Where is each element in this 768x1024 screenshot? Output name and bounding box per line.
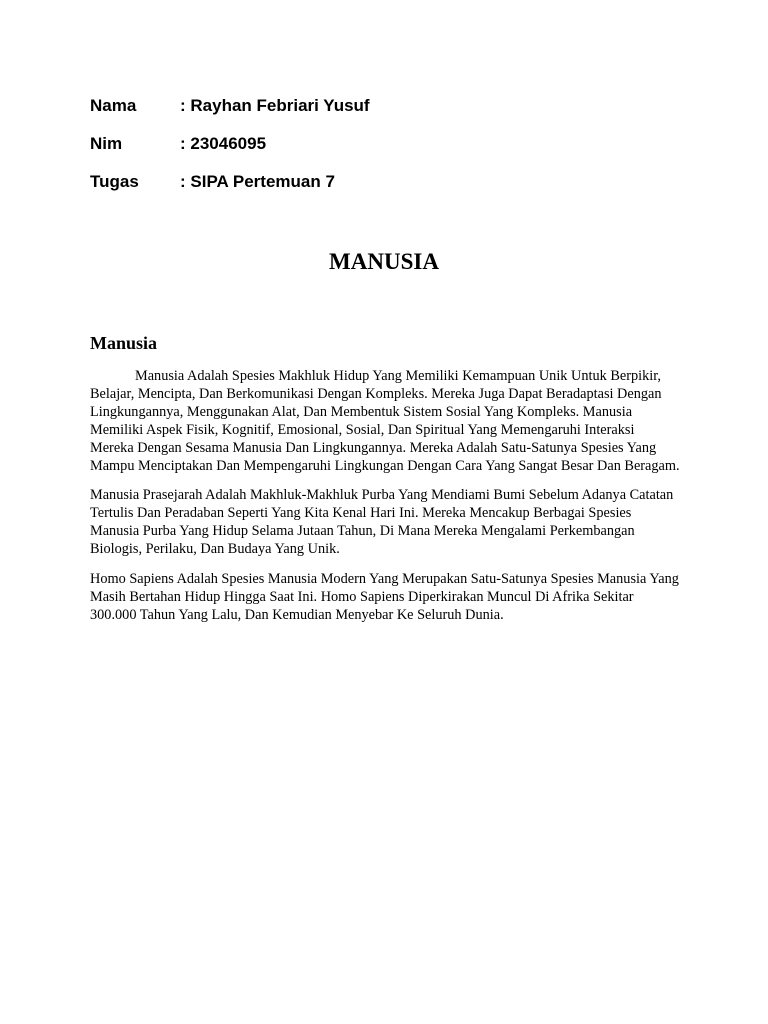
header-row-tugas (90, 169, 370, 207)
header-key-nim: Nim (90, 134, 123, 153)
student-info-header (90, 93, 370, 207)
header-value-nama: : Rayhan Febriari Yusuf (180, 96, 370, 115)
header-key-tugas: Tugas (90, 172, 139, 191)
header-row-nama (90, 93, 370, 131)
header-row-nim (90, 131, 370, 169)
section-heading: Manusia (90, 333, 158, 353)
paragraph-definition: Manusia Adalah Spesies Makhluk Hidup Yang Memiliki Kemampuan Unik Untuk Berpikir, Belajar, Mencipta, Dan Berkomunikasi Dengan Kompleks. Mereka Juga Dapat Beradaptasi Dengan Lingkungannya, Menggunakan Alat, Dan Membentuk Sistem Sosial Yang Kompleks. Manusia Memiliki Aspek Fisik, Kognitif, Emosional, Sosial, Dan Spiritual Yang Memengaruhi Interaksi Mereka Dengan Sesama Manusia Dan Lingkungannya. Mereka Adalah Satu-Satunya Spesies Yang Mampu Menciptakan Dan Mempengaruhi Lingkungan Dengan Cara Yang Sangat Besar Dan Beragam. (90, 368, 680, 474)
header-key-nama: Nama (90, 96, 137, 115)
document-title: MANUSIA (329, 249, 439, 274)
paragraph-prehistoric: Manusia Prasejarah Adalah Makhluk-Makhluk Purba Yang Mendiami Bumi Sebelum Adanya Catatan Tertulis Dan Peradaban Seperti Yang Kita Kenal Hari Ini. Mereka Mencakup Berbagai Spesies Manusia Purba Yang Hidup Selama Jutaan Tahun, Di Mana Mereka Mengalami Perkembangan Biologis, Perilaku, Dan Budaya Yang Unik. (90, 487, 674, 558)
header-value-tugas: : SIPA Pertemuan 7 (180, 172, 335, 191)
header-value-nim: : 23046095 (180, 134, 267, 153)
body-text (90, 368, 680, 637)
paragraph-homo-sapiens: Homo Sapiens Adalah Spesies Manusia Modern Yang Merupakan Satu-Satunya Spesies Manusia Yang Masih Bertahan Hidup Hingga Saat Ini. Homo Sapiens Diperkirakan Muncul Di Afrika Sekitar 300.000 Tahun Yang Lalu, Dan Kemudian Menyebar Ke Seluruh Dunia. (90, 571, 679, 623)
